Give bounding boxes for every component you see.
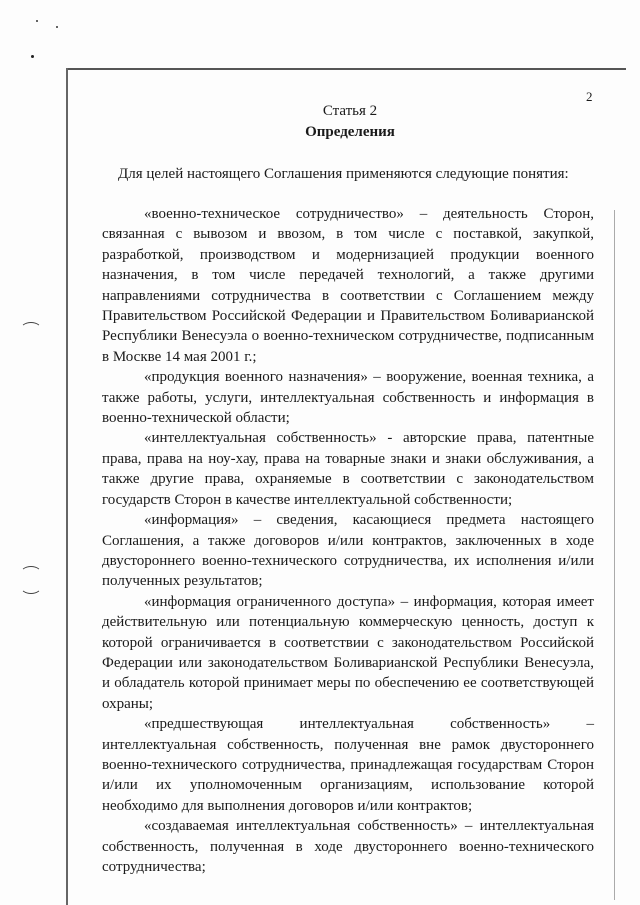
- definition-paragraph: «предшествующая интеллектуальная собственность» – интеллектуальная собственность, полученная вне рамок двустороннего военно-технического сотрудничества, принадлежащая государствам Сторон и/или их уполномоченным организациям, использование которой необходимо для выполнения договоров и/или контрактов;: [102, 716, 594, 814]
- intro-paragraph: Для целей настоящего Соглашения применяются следующие понятия:: [118, 166, 569, 182]
- definition-paragraph: «информация» – сведения, касающиеся предмета настоящего Соглашения, а также договоров и/или контрактов, заключенных в ходе двустороннего военно-технического сотрудничества, их исполнения и/или полученных результатов;: [102, 512, 594, 590]
- punch-hole-mark: [20, 322, 42, 338]
- definition-paragraph: «создаваемая интеллектуальная собственность» – интеллектуальная собственность, полученная в ходе двустороннего военно-технического сотрудничества;: [102, 818, 594, 875]
- article-title: Определения: [305, 124, 395, 140]
- definition-paragraph: «информация ограниченного доступа» – информация, которая имеет действительную или потенциальную коммерческую ценность, доступ к которой ограничивается в соответствии с законодательством Российской Федерации или законодательством Боливарианской Республики Венесуэла, и обладатель которой принимает меры по обеспечению ее соответствующей охраны;: [102, 593, 594, 712]
- definition-paragraph: «интеллектуальная собственность» - авторские права, патентные права, права на ноу-хау, права на товарные знаки и знаки обслуживания, а также другие права, охраняемые в соответствии с законодательством государств Сторон в качестве интеллектуальной собственности;: [102, 430, 594, 508]
- scan-speck: [36, 20, 38, 22]
- definitions-list: [102, 204, 594, 877]
- page-number: 2: [586, 89, 593, 104]
- sheet-edge-right: [614, 210, 615, 900]
- punch-hole-mark: [20, 578, 42, 594]
- scan-speck: [56, 26, 58, 28]
- definition-paragraph: «военно-техническое сотрудничество» – деятельность Сторон, связанная с вывозом и ввозом, в том числе с поставкой, закупкой, разработкой, производством и модернизацией продукции военного назначения, в том числе передачей технологий, а также другими направлениями сотрудничества в соответствии с Соглашением между Правительством Российской Федерации и Правительством Боливарианской Республики Венесуэла о военно-техническом сотрудничестве, подписанным в Москве 14 мая 2001 г.;: [102, 206, 594, 365]
- sheet-edge-left: [66, 68, 68, 905]
- definition-paragraph: «продукция военного назначения» – вооружение, военная техника, а также работы, услуги, интеллектуальная собственность и информация в военно-технической области;: [102, 369, 594, 427]
- scan-speck: [31, 55, 34, 58]
- article-number: Статья 2: [322, 103, 378, 119]
- sheet-edge-top: [66, 68, 626, 70]
